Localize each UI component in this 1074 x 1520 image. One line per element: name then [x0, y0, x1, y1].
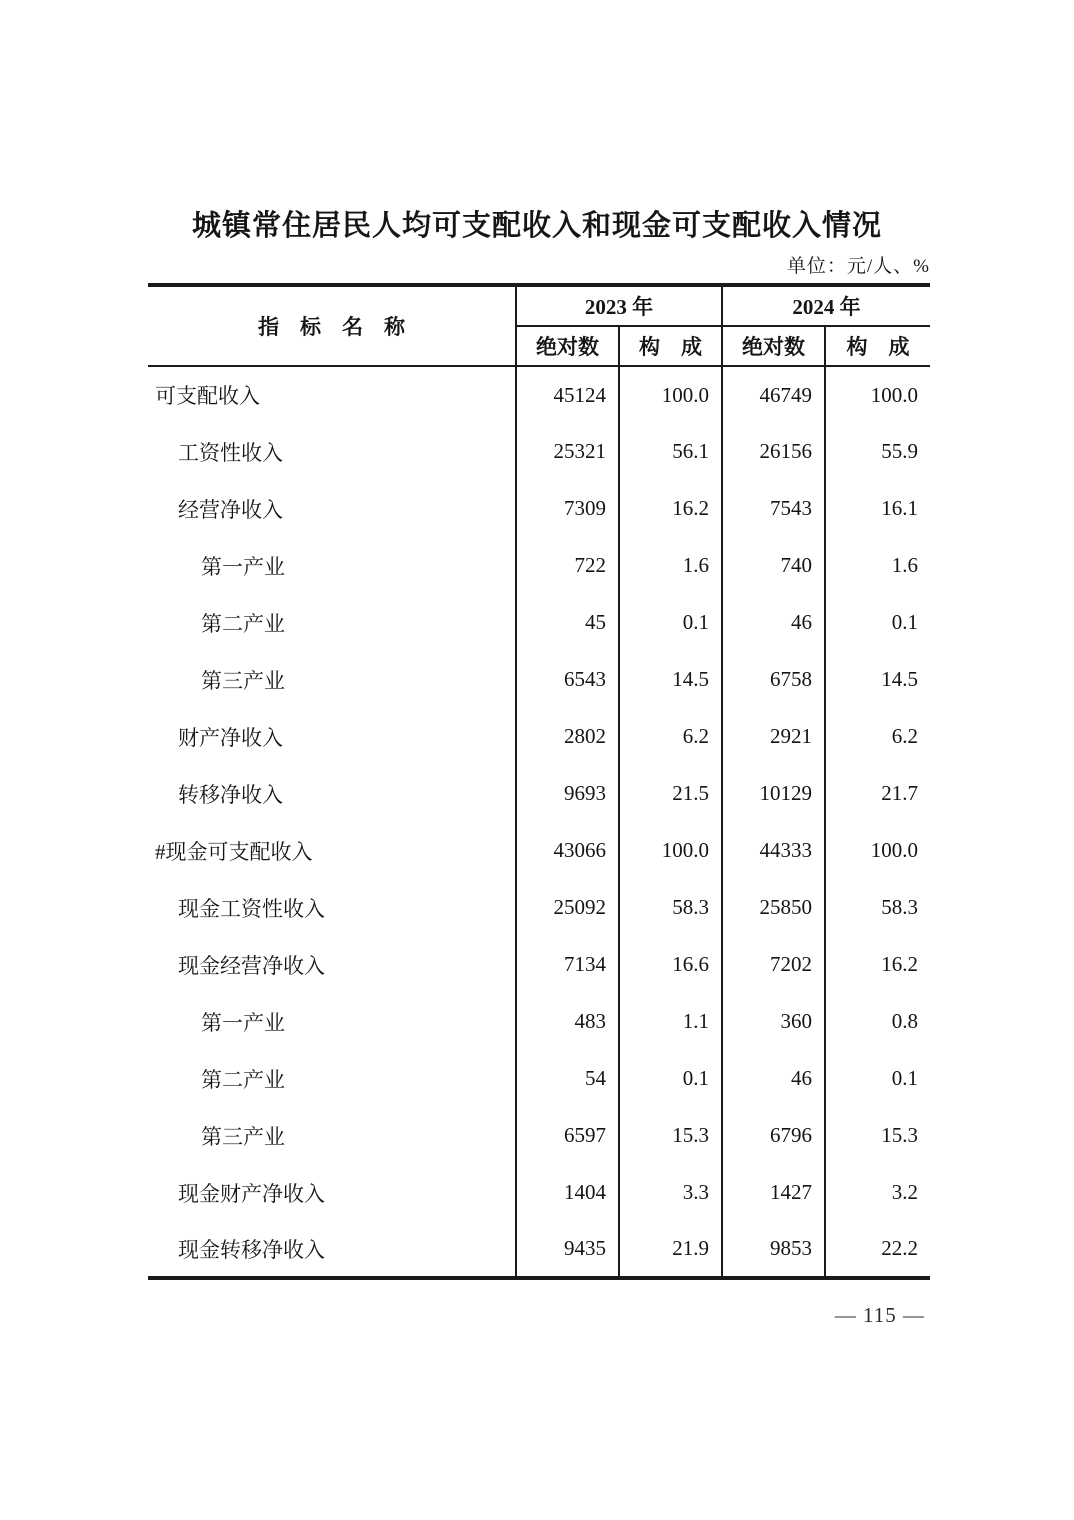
value-cell: 46 [722, 1050, 825, 1107]
table-row [148, 423, 930, 480]
value-cell: 25092 [516, 879, 619, 936]
table-row [148, 1050, 930, 1107]
value-cell: 1427 [722, 1164, 825, 1221]
value-cell: 21.9 [619, 1221, 722, 1278]
value-cell: 56.1 [619, 423, 722, 480]
value-cell: 2921 [722, 708, 825, 765]
indicator-label: 第二产业 [201, 611, 285, 636]
value-cell: 9435 [516, 1221, 619, 1278]
year-2023-header: 2023 年 [516, 285, 722, 326]
value-cell: 21.7 [825, 765, 930, 822]
value-cell: 100.0 [825, 366, 930, 423]
value-cell: 0.1 [825, 1050, 930, 1107]
value-cell: 2802 [516, 708, 619, 765]
composition-2023-header: 构 成 [619, 326, 722, 366]
indicator-label: 第一产业 [201, 1010, 285, 1035]
value-cell: 45124 [516, 366, 619, 423]
table-row [148, 1164, 930, 1221]
indicator-label: 第一产业 [201, 554, 285, 579]
table-row [148, 1221, 930, 1278]
value-cell: 7543 [722, 480, 825, 537]
value-cell: 100.0 [619, 366, 722, 423]
value-cell: 1.6 [619, 537, 722, 594]
value-cell: 25850 [722, 879, 825, 936]
value-cell: 21.5 [619, 765, 722, 822]
table-row [148, 936, 930, 993]
value-cell: 100.0 [619, 822, 722, 879]
value-cell: 722 [516, 537, 619, 594]
value-cell: 46 [722, 594, 825, 651]
table-row [148, 537, 930, 594]
indicator-label: 现金转移净收入 [178, 1237, 325, 1262]
value-cell: 9853 [722, 1221, 825, 1278]
value-cell: 6.2 [619, 708, 722, 765]
page-title: 城镇常住居民人均可支配收入和现金可支配收入情况 [191, 210, 882, 242]
indicator-label: 现金财产净收入 [178, 1181, 325, 1206]
income-table [148, 283, 930, 1280]
value-cell: 43066 [516, 822, 619, 879]
value-cell: 16.2 [619, 480, 722, 537]
table-row [148, 594, 930, 651]
value-cell: 0.1 [825, 594, 930, 651]
table-row [148, 765, 930, 822]
value-cell: 3.2 [825, 1164, 930, 1221]
value-cell: 22.2 [825, 1221, 930, 1278]
value-cell: 26156 [722, 423, 825, 480]
indicator-column-header: 指 标 名 称 [148, 285, 516, 366]
absolute-2023-header: 绝对数 [516, 326, 619, 366]
value-cell: 45 [516, 594, 619, 651]
indicator-label: 转移净收入 [178, 782, 283, 807]
value-cell: 6796 [722, 1107, 825, 1164]
table-row [148, 708, 930, 765]
value-cell: 0.8 [825, 993, 930, 1050]
value-cell: 0.1 [619, 1050, 722, 1107]
value-cell: 7309 [516, 480, 619, 537]
header-row-years [148, 285, 930, 326]
indicator-label: #现金可支配收入 [155, 839, 313, 864]
table-row [148, 879, 930, 936]
unit-note: 单位：元/人、% [786, 256, 930, 277]
indicator-label: 经营净收入 [178, 497, 283, 522]
income-table-wrapper [148, 283, 930, 1280]
value-cell: 1404 [516, 1164, 619, 1221]
page-number: — 115 — [834, 1303, 925, 1327]
table-row [148, 480, 930, 537]
table-row [148, 822, 930, 879]
indicator-label: 财产净收入 [178, 725, 283, 750]
value-cell: 1.6 [825, 537, 930, 594]
value-cell: 16.1 [825, 480, 930, 537]
value-cell: 14.5 [619, 651, 722, 708]
table-header [148, 285, 930, 366]
indicator-label: 第二产业 [201, 1067, 285, 1092]
value-cell: 100.0 [825, 822, 930, 879]
value-cell: 44333 [722, 822, 825, 879]
value-cell: 9693 [516, 765, 619, 822]
value-cell: 6597 [516, 1107, 619, 1164]
value-cell: 58.3 [619, 879, 722, 936]
value-cell: 14.5 [825, 651, 930, 708]
value-cell: 55.9 [825, 423, 930, 480]
indicator-label: 第三产业 [201, 1124, 285, 1149]
indicator-label: 第三产业 [201, 668, 285, 693]
value-cell: 54 [516, 1050, 619, 1107]
value-cell: 6.2 [825, 708, 930, 765]
value-cell: 7134 [516, 936, 619, 993]
value-cell: 25321 [516, 423, 619, 480]
indicator-label: 现金工资性收入 [178, 896, 325, 921]
value-cell: 3.3 [619, 1164, 722, 1221]
value-cell: 483 [516, 993, 619, 1050]
value-cell: 740 [722, 537, 825, 594]
table-row [148, 651, 930, 708]
value-cell: 16.2 [825, 936, 930, 993]
value-cell: 1.1 [619, 993, 722, 1050]
table-row [148, 1107, 930, 1164]
value-cell: 7202 [722, 936, 825, 993]
table-row [148, 366, 930, 423]
table-row [148, 993, 930, 1050]
value-cell: 15.3 [619, 1107, 722, 1164]
table-body [148, 366, 930, 1278]
value-cell: 6758 [722, 651, 825, 708]
value-cell: 6543 [516, 651, 619, 708]
value-cell: 15.3 [825, 1107, 930, 1164]
value-cell: 10129 [722, 765, 825, 822]
year-2024-header: 2024 年 [722, 285, 930, 326]
composition-2024-header: 构 成 [825, 326, 930, 366]
value-cell: 16.6 [619, 936, 722, 993]
value-cell: 58.3 [825, 879, 930, 936]
value-cell: 0.1 [619, 594, 722, 651]
value-cell: 46749 [722, 366, 825, 423]
indicator-label: 工资性收入 [178, 440, 283, 465]
value-cell: 360 [722, 993, 825, 1050]
indicator-label: 可支配收入 [155, 384, 260, 408]
absolute-2024-header: 绝对数 [722, 326, 825, 366]
indicator-label: 现金经营净收入 [178, 953, 325, 978]
